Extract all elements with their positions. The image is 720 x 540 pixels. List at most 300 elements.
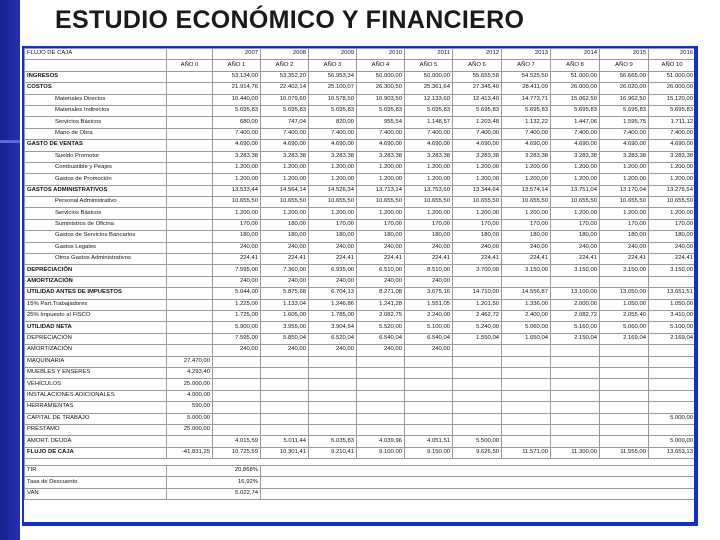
value-cell: 1.050,00 <box>649 299 695 310</box>
value-cell <box>309 367 357 378</box>
value-cell: 10.903,50 <box>357 94 405 105</box>
value-cell <box>600 276 649 287</box>
value-cell: 1.200,00 <box>649 162 695 173</box>
value-cell: 1.725,00 <box>213 310 261 321</box>
value-cell: 3.955,00 <box>261 322 309 333</box>
value-cell: 180,00 <box>551 231 600 242</box>
value-cell: 13.751,04 <box>551 185 600 196</box>
row-label: INGRESOS <box>25 71 167 82</box>
table-row <box>25 333 695 344</box>
value-cell <box>309 402 357 413</box>
year-cell: 2012 <box>453 49 502 60</box>
value-cell: 180,00 <box>357 231 405 242</box>
value-cell: 1.200,00 <box>649 208 695 219</box>
value-cell: 5.100,00 <box>405 322 453 333</box>
value-cell: 1.785,00 <box>309 310 357 321</box>
row-label: AMORTIZACIÓN <box>25 276 167 287</box>
value-cell <box>309 379 357 390</box>
summary-value: 20,868% <box>167 466 261 477</box>
spacer-row <box>25 459 695 466</box>
ano-cell: AÑO 6 <box>453 60 502 71</box>
value-cell <box>167 276 213 287</box>
value-cell: 3.283,38 <box>551 151 600 162</box>
value-cell: 240,00 <box>261 276 309 287</box>
value-cell: 240,00 <box>309 242 357 253</box>
value-cell: 4.293,40 <box>167 367 213 378</box>
value-cell: 14.526,34 <box>309 185 357 196</box>
value-cell: 13.533,44 <box>213 185 261 196</box>
row-label: GASTOS ADMINISTRATIVOS <box>25 185 167 196</box>
value-cell: 1.595,75 <box>600 117 649 128</box>
value-cell <box>551 356 600 367</box>
value-cell <box>453 367 502 378</box>
summary-value: 16,92% <box>167 477 261 488</box>
row-label: Servicios Básicos <box>25 117 167 128</box>
value-cell: 240,00 <box>357 345 405 356</box>
value-cell: 3.283,38 <box>357 151 405 162</box>
value-cell: 13.100,00 <box>551 288 600 299</box>
table-row <box>25 162 695 173</box>
left-accent-line <box>0 140 20 143</box>
value-cell: 1.200,00 <box>405 208 453 219</box>
row-label: Materiales Indirectos <box>25 105 167 116</box>
value-cell: 3.410,00 <box>649 310 695 321</box>
year-cell: 2011 <box>405 49 453 60</box>
value-cell: 7.400,00 <box>649 128 695 139</box>
value-cell: 1.132,22 <box>502 117 551 128</box>
value-cell: 51.000,00 <box>551 71 600 82</box>
ano-cell: AÑO 10 <box>649 60 695 71</box>
value-cell: 1.200,00 <box>357 162 405 173</box>
value-cell <box>551 345 600 356</box>
value-cell <box>167 105 213 116</box>
value-cell: 180,00 <box>261 231 309 242</box>
table-row <box>25 265 695 276</box>
value-cell: 224,41 <box>213 254 261 265</box>
row-label: HERRAMIENTAS <box>25 402 167 413</box>
value-cell <box>502 436 551 447</box>
value-cell: 8.271,08 <box>357 288 405 299</box>
value-cell: 5.875,68 <box>261 288 309 299</box>
value-cell <box>551 390 600 401</box>
value-cell <box>551 436 600 447</box>
value-cell: 6.520,04 <box>309 333 357 344</box>
row-label: Sueldo Promotor <box>25 151 167 162</box>
summary-row <box>25 477 695 488</box>
value-cell <box>405 367 453 378</box>
table-row <box>25 174 695 185</box>
value-cell: 747,04 <box>261 117 309 128</box>
value-cell: 7.400,00 <box>213 128 261 139</box>
value-cell: 240,00 <box>600 242 649 253</box>
value-cell: 10.578,50 <box>309 94 357 105</box>
summary-label: TIR <box>25 466 167 477</box>
value-cell: 2.169,04 <box>600 333 649 344</box>
value-cell <box>649 402 695 413</box>
value-cell: 8.510,00 <box>405 265 453 276</box>
value-cell: 5.011,44 <box>261 436 309 447</box>
value-cell: 4.690,00 <box>502 140 551 151</box>
value-cell: 13.713,14 <box>357 185 405 196</box>
value-cell: 3.283,38 <box>453 151 502 162</box>
table-row <box>25 390 695 401</box>
value-cell <box>502 402 551 413</box>
value-cell <box>167 322 213 333</box>
value-cell: 1.133,04 <box>261 299 309 310</box>
value-cell: 1.200,00 <box>600 174 649 185</box>
value-cell: 3.150,00 <box>551 265 600 276</box>
table-row <box>25 299 695 310</box>
value-cell: 240,00 <box>502 242 551 253</box>
value-cell <box>167 288 213 299</box>
value-cell: 4.690,00 <box>213 140 261 151</box>
value-cell <box>261 413 309 424</box>
value-cell: 5.240,00 <box>453 322 502 333</box>
value-cell: 1.203,48 <box>453 117 502 128</box>
value-cell <box>551 276 600 287</box>
value-cell: 5.520,00 <box>357 322 405 333</box>
table-header-label: FLUJO DE CAJA <box>25 49 167 60</box>
value-cell <box>261 424 309 435</box>
year-row <box>25 49 695 60</box>
value-cell: 170,00 <box>213 219 261 230</box>
value-cell <box>649 356 695 367</box>
value-cell: 10.655,50 <box>453 197 502 208</box>
value-cell: 180,00 <box>309 231 357 242</box>
value-cell: 240,00 <box>309 345 357 356</box>
value-cell: 170,00 <box>453 219 502 230</box>
value-cell: 14.564,14 <box>261 185 309 196</box>
value-cell: 3.150,00 <box>502 265 551 276</box>
value-cell: 14.710,00 <box>453 288 502 299</box>
value-cell: 1.711,12 <box>649 117 695 128</box>
value-cell <box>357 379 405 390</box>
value-cell: 1.246,86 <box>309 299 357 310</box>
row-label: Gastos de Servicios Bancarios <box>25 231 167 242</box>
value-cell <box>309 356 357 367</box>
slide-title: ESTUDIO ECONÓMICO Y FINANCIERO <box>55 6 525 34</box>
value-cell: 6.935,00 <box>309 265 357 276</box>
value-cell: 11.555,00 <box>600 447 649 458</box>
table-row <box>25 356 695 367</box>
value-cell <box>600 345 649 356</box>
value-cell: 5.695,83 <box>649 105 695 116</box>
value-cell <box>309 424 357 435</box>
row-label: Combustible y Peajes <box>25 162 167 173</box>
value-cell: 5.695,83 <box>600 105 649 116</box>
value-cell: 9.626,50 <box>453 447 502 458</box>
ano-cell: AÑO 4 <box>357 60 405 71</box>
ano-cell: AÑO 5 <box>405 60 453 71</box>
row-label: AMORT. DEUDA <box>25 436 167 447</box>
value-cell <box>453 379 502 390</box>
value-cell: 26.000,00 <box>551 83 600 94</box>
value-cell: 22.402,14 <box>261 83 309 94</box>
year-cell: 2010 <box>357 49 405 60</box>
value-cell: 10.655,50 <box>649 197 695 208</box>
value-cell <box>167 219 213 230</box>
value-cell: -41.831,25 <box>167 447 213 458</box>
ano-cell: AÑO 8 <box>551 60 600 71</box>
value-cell <box>502 424 551 435</box>
value-cell: 26.300,50 <box>357 83 405 94</box>
value-cell: 1.200,00 <box>551 162 600 173</box>
value-cell <box>213 413 261 424</box>
value-cell <box>167 299 213 310</box>
value-cell: 13.276,54 <box>649 185 695 196</box>
table-row <box>25 276 695 287</box>
value-cell <box>600 413 649 424</box>
ano-cell: AÑO 3 <box>309 60 357 71</box>
row-label: Materiales Directos <box>25 94 167 105</box>
value-cell: 170,00 <box>502 219 551 230</box>
value-cell <box>167 254 213 265</box>
value-cell: 5.695,83 <box>502 105 551 116</box>
value-cell: 25.361,64 <box>405 83 453 94</box>
value-cell <box>405 390 453 401</box>
value-cell: 240,00 <box>261 345 309 356</box>
value-cell: 180,00 <box>453 231 502 242</box>
value-cell: 170,00 <box>600 219 649 230</box>
value-cell <box>261 402 309 413</box>
value-cell: 1.200,00 <box>502 162 551 173</box>
value-cell: 7.400,00 <box>357 128 405 139</box>
table-row <box>25 117 695 128</box>
value-cell: 10.655,50 <box>405 197 453 208</box>
value-cell <box>213 390 261 401</box>
value-cell <box>167 71 213 82</box>
value-cell: 2.055,40 <box>600 310 649 321</box>
value-cell: 25.000,00 <box>167 379 213 390</box>
value-cell <box>600 402 649 413</box>
empty-cell <box>261 488 695 499</box>
value-cell: 10.655,50 <box>261 197 309 208</box>
value-cell: 7.400,00 <box>309 128 357 139</box>
value-cell: 4.039,96 <box>357 436 405 447</box>
value-cell: 224,41 <box>405 254 453 265</box>
row-label: GASTO DE VENTAS <box>25 140 167 151</box>
empty-cell <box>261 477 695 488</box>
table-row <box>25 197 695 208</box>
value-cell: 10.655,50 <box>213 197 261 208</box>
value-cell: 13.651,51 <box>649 288 695 299</box>
value-cell <box>261 379 309 390</box>
value-cell: 1.650,04 <box>502 333 551 344</box>
year-cell: 2008 <box>261 49 309 60</box>
value-cell <box>649 367 695 378</box>
value-cell: 1.551,05 <box>405 299 453 310</box>
value-cell: 4.051,51 <box>405 436 453 447</box>
value-cell <box>167 140 213 151</box>
value-cell: 4.690,00 <box>551 140 600 151</box>
value-cell: 3.283,38 <box>600 151 649 162</box>
row-label: DEPRECIACIÓN <box>25 333 167 344</box>
value-cell: 4.690,00 <box>649 140 695 151</box>
value-cell: 3.150,00 <box>649 265 695 276</box>
value-cell: 1.200,00 <box>502 174 551 185</box>
value-cell <box>167 436 213 447</box>
value-cell: 25.000,00 <box>167 424 213 435</box>
summary-value: 5.022,74 <box>167 488 261 499</box>
row-label: UTILIDAD ANTES DE IMPUESTOS <box>25 288 167 299</box>
table-row <box>25 402 695 413</box>
value-cell: 13.653,13 <box>649 447 695 458</box>
year-cell: 2007 <box>213 49 261 60</box>
empty-cell <box>261 466 695 477</box>
value-cell: 5.035,83 <box>309 436 357 447</box>
value-cell <box>502 345 551 356</box>
summary-row <box>25 466 695 477</box>
left-accent-band <box>0 0 20 540</box>
ano-row <box>25 60 695 71</box>
row-label: UTILIDAD NETA <box>25 322 167 333</box>
value-cell <box>600 390 649 401</box>
value-cell: 180,00 <box>405 231 453 242</box>
value-cell: 15.120,00 <box>649 94 695 105</box>
table-row <box>25 436 695 447</box>
value-cell <box>357 413 405 424</box>
value-cell: 3.283,38 <box>261 151 309 162</box>
value-cell <box>453 402 502 413</box>
value-cell: 3.283,38 <box>309 151 357 162</box>
value-cell: 4.690,00 <box>405 140 453 151</box>
value-cell: 240,00 <box>405 242 453 253</box>
value-cell <box>167 197 213 208</box>
summary-label: VAN <box>25 488 167 499</box>
table-row <box>25 254 695 265</box>
spreadsheet <box>24 48 694 522</box>
value-cell <box>261 390 309 401</box>
value-cell: 1.200,00 <box>551 174 600 185</box>
row-label: FLUJO DE CAJA <box>25 447 167 458</box>
value-cell <box>502 276 551 287</box>
value-cell: 180,00 <box>213 231 261 242</box>
summary-body <box>25 459 695 500</box>
value-cell <box>502 367 551 378</box>
value-cell: 5.000,00 <box>167 413 213 424</box>
value-cell: 1.200,00 <box>309 162 357 173</box>
table-row <box>25 288 695 299</box>
value-cell: 1.336,00 <box>502 299 551 310</box>
value-cell: 6.540,04 <box>357 333 405 344</box>
row-label: Servicios Básicos <box>25 208 167 219</box>
value-cell: 10.440,00 <box>213 94 261 105</box>
value-cell: 10.655,50 <box>357 197 405 208</box>
value-cell: 53.352,20 <box>261 71 309 82</box>
row-label: DEPRECIACIÓN <box>25 265 167 276</box>
value-cell: 1.050,00 <box>600 299 649 310</box>
value-cell: 224,41 <box>600 254 649 265</box>
value-cell: 7.400,00 <box>453 128 502 139</box>
value-cell <box>649 276 695 287</box>
value-cell: 16.962,50 <box>600 94 649 105</box>
value-cell: 240,00 <box>357 242 405 253</box>
value-cell: 13.344,64 <box>453 185 502 196</box>
value-cell: 240,00 <box>261 242 309 253</box>
value-cell: 27.345,40 <box>453 83 502 94</box>
value-cell <box>167 128 213 139</box>
value-cell: 5.695,83 <box>357 105 405 116</box>
value-cell: 10.301,41 <box>261 447 309 458</box>
value-cell: 1.200,00 <box>357 174 405 185</box>
value-cell <box>357 356 405 367</box>
value-cell: 2.240,00 <box>405 310 453 321</box>
value-cell <box>551 413 600 424</box>
value-cell <box>167 333 213 344</box>
value-cell: 240,00 <box>405 276 453 287</box>
value-cell: 1.200,00 <box>261 174 309 185</box>
value-cell: 5.850,04 <box>261 333 309 344</box>
value-cell: 11.571,00 <box>502 447 551 458</box>
value-cell <box>405 356 453 367</box>
value-cell: 1.200,00 <box>261 208 309 219</box>
value-cell: 240,00 <box>357 276 405 287</box>
value-cell: 1.200,00 <box>213 208 261 219</box>
value-cell: 5.044,00 <box>213 288 261 299</box>
value-cell: 5.060,00 <box>502 322 551 333</box>
value-cell <box>405 379 453 390</box>
value-cell: 7.595,00 <box>213 333 261 344</box>
value-cell <box>649 379 695 390</box>
value-cell: 53.134,00 <box>213 71 261 82</box>
value-cell: 180,00 <box>600 231 649 242</box>
value-cell: 5.695,83 <box>453 105 502 116</box>
value-cell: 10.655,50 <box>309 197 357 208</box>
value-cell: 7.595,00 <box>213 265 261 276</box>
year-cell: 2013 <box>502 49 551 60</box>
value-cell: 3.283,38 <box>405 151 453 162</box>
value-cell <box>213 402 261 413</box>
value-cell: 1.550,04 <box>453 333 502 344</box>
value-cell <box>167 265 213 276</box>
value-cell: 21.914,76 <box>213 83 261 94</box>
value-cell: 4.000,00 <box>167 390 213 401</box>
value-cell <box>649 345 695 356</box>
value-cell: 28.411,09 <box>502 83 551 94</box>
value-cell: 1.200,00 <box>405 162 453 173</box>
value-cell <box>213 379 261 390</box>
value-cell <box>600 436 649 447</box>
value-cell: 51.000,00 <box>649 71 695 82</box>
value-cell: 5.695,83 <box>405 105 453 116</box>
value-cell <box>167 345 213 356</box>
value-cell <box>167 83 213 94</box>
value-cell: 1.201,50 <box>453 299 502 310</box>
ano-cell: AÑO 0 <box>167 60 213 71</box>
value-cell: 15.062,50 <box>551 94 600 105</box>
value-cell: 1.200,00 <box>309 208 357 219</box>
value-cell: 1.605,00 <box>261 310 309 321</box>
value-cell <box>502 379 551 390</box>
value-cell <box>405 413 453 424</box>
value-cell <box>551 402 600 413</box>
ano-cell: AÑO 1 <box>213 60 261 71</box>
row-label: AMORTIZACIÓN <box>25 345 167 356</box>
ano-cell: AÑO 7 <box>502 60 551 71</box>
spreadsheet-frame <box>22 46 698 526</box>
value-cell: 820,00 <box>309 117 357 128</box>
value-cell: 11.300,00 <box>551 447 600 458</box>
value-cell: 5.695,83 <box>551 105 600 116</box>
value-cell: 240,00 <box>213 242 261 253</box>
value-cell: 2.462,72 <box>453 310 502 321</box>
value-cell: 955,54 <box>357 117 405 128</box>
table-row <box>25 83 695 94</box>
value-cell <box>167 117 213 128</box>
value-cell: 27.470,00 <box>167 356 213 367</box>
value-cell <box>502 390 551 401</box>
value-cell: 1.200,00 <box>453 208 502 219</box>
